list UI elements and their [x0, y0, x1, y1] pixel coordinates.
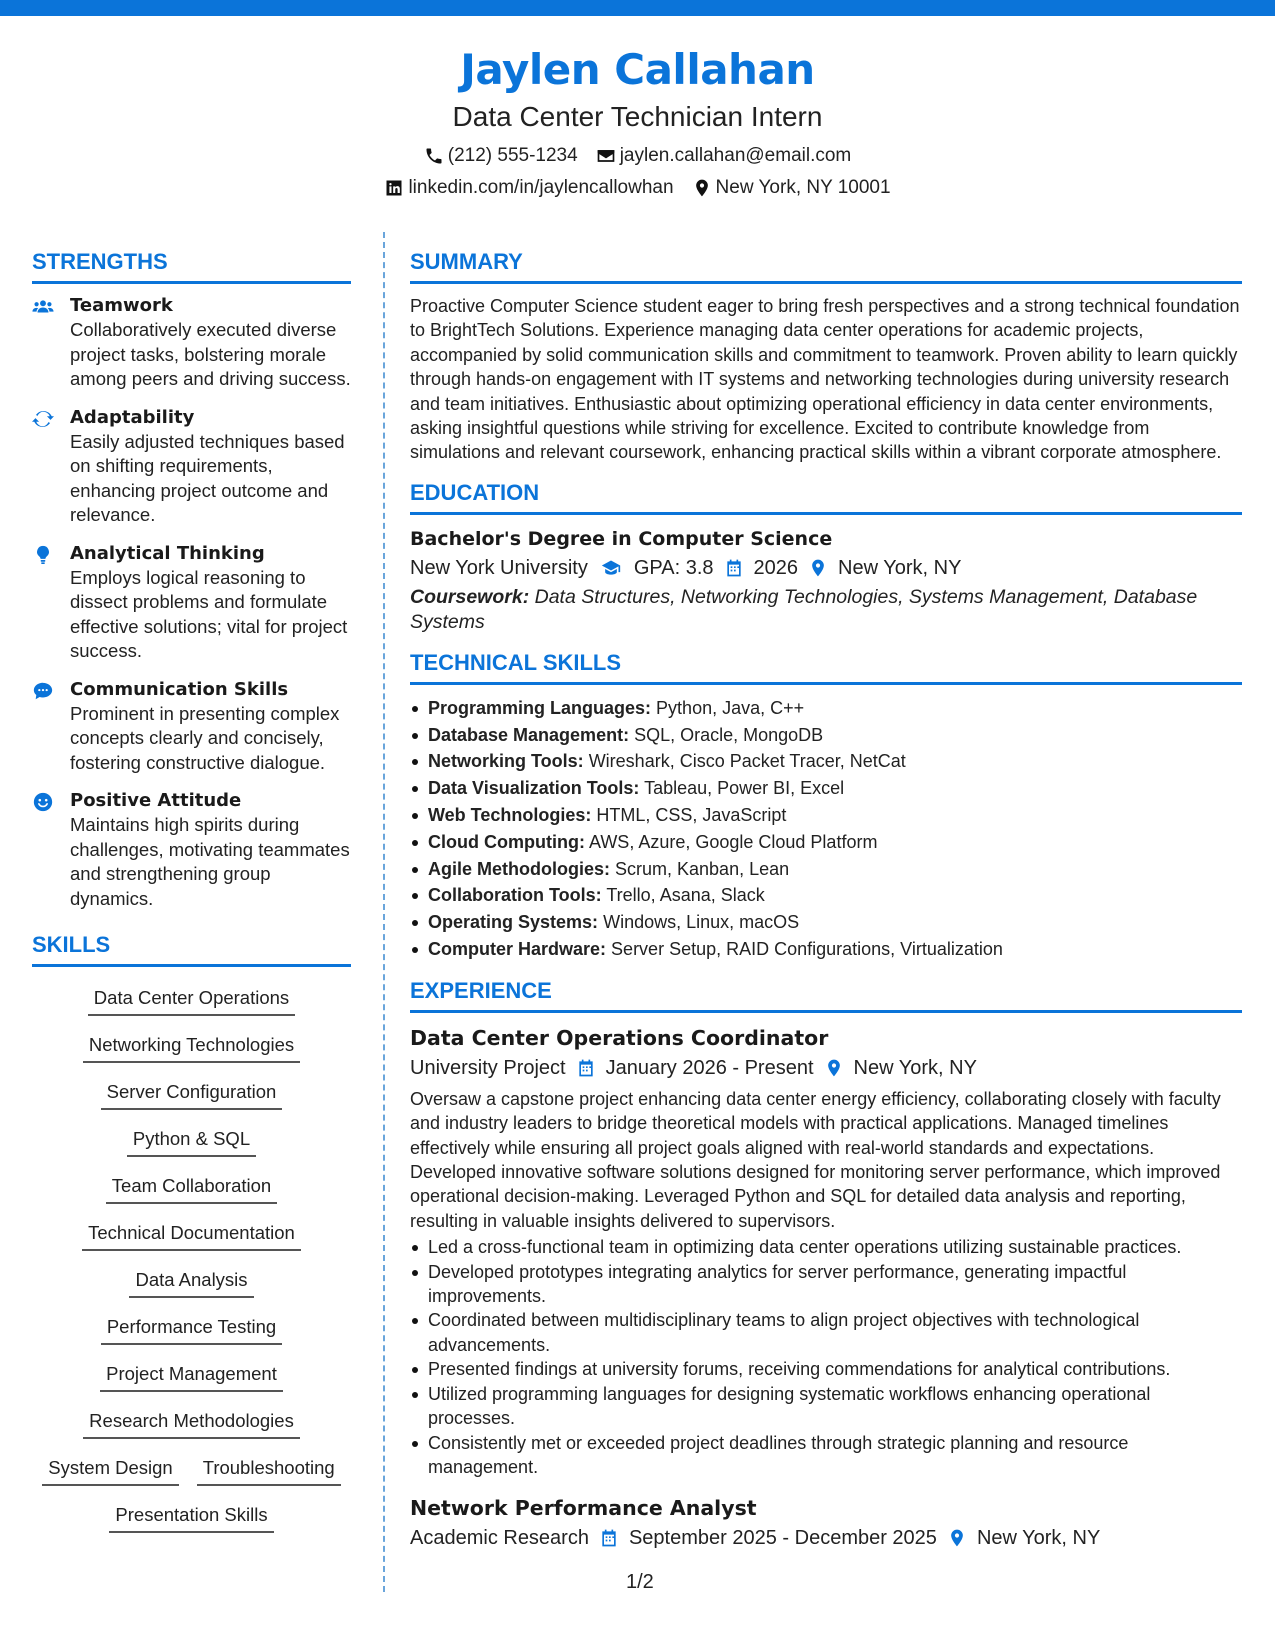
list-item — [410, 829, 1242, 856]
list-item: Consistently met or exceeded project deadlines through strategic planning and resource management. — [410, 1431, 1242, 1480]
skill-row — [32, 1355, 351, 1402]
skills-tags — [32, 977, 351, 1545]
strength-item — [32, 294, 351, 392]
skill-tag: Troubleshooting — [197, 1456, 341, 1486]
skill-tag: Performance Testing — [101, 1315, 282, 1345]
strength-desc: Maintains high spirits during challenges, motivating teammates and strengthening group dynamics. — [70, 814, 350, 909]
smile-icon — [32, 791, 54, 813]
map-pin-icon — [947, 1528, 967, 1548]
skill-tag: Presentation Skills — [109, 1503, 273, 1533]
skill-row — [32, 1261, 351, 1308]
list-item — [410, 722, 1242, 749]
skill-category: Programming Languages: — [428, 697, 652, 718]
summary-section — [410, 248, 1242, 465]
list-item — [410, 882, 1242, 909]
graduation-cap-icon — [598, 558, 624, 578]
skill-row — [32, 1214, 351, 1261]
skill-row — [32, 1167, 351, 1214]
list-item — [410, 802, 1242, 829]
envelope-icon — [596, 146, 616, 166]
list-item — [410, 856, 1242, 883]
linkedin-icon — [384, 178, 404, 198]
calendar-icon — [599, 1528, 619, 1548]
skill-tag: Server Configuration — [101, 1080, 283, 1110]
skill-tag: Team Collaboration — [106, 1174, 277, 1204]
job-dates-item — [576, 1053, 814, 1083]
contact-location — [692, 176, 891, 200]
sync-icon — [32, 408, 54, 430]
skill-tag: Research Methodologies — [83, 1409, 300, 1439]
skill-category: Networking Tools: — [428, 751, 584, 772]
contact-email[interactable] — [596, 144, 852, 168]
skill-row — [32, 1026, 351, 1073]
skill-row — [32, 1496, 351, 1543]
skill-category: Collaboration Tools: — [428, 885, 602, 906]
job-location: New York, NY — [976, 1527, 1101, 1550]
map-pin-icon — [808, 558, 828, 578]
list-item — [410, 936, 1242, 963]
strength-desc: Easily adjusted techniques based on shifting requirements, enhancing project outcome and relevance. — [70, 430, 345, 525]
gpa-item — [598, 553, 714, 583]
job-dates: January 2026 - Present — [605, 1056, 814, 1079]
list-item — [410, 909, 1242, 936]
page-number: 1/2 — [626, 1571, 654, 1593]
skill-values: Wireshark, Cisco Packet Tracer, NetCat — [588, 751, 906, 772]
list-item: Presented findings at university forums, receiving commendations for analytical contributions. — [410, 1357, 1242, 1381]
skill-tag: System Design — [42, 1456, 178, 1486]
education-section — [410, 479, 1242, 635]
contact-row-2 — [0, 176, 1275, 200]
edu-location: New York, NY — [838, 556, 962, 579]
skill-tag: Project Management — [100, 1362, 283, 1392]
skill-category: Cloud Computing: — [428, 831, 585, 852]
job-dates-item — [599, 1523, 937, 1553]
coursework-label: Coursework: — [410, 585, 530, 608]
skill-values: Scrum, Kanban, Lean — [615, 858, 790, 879]
strengths-heading: STRENGTHS — [32, 248, 351, 284]
list-item — [410, 775, 1242, 802]
skill-category: Database Management: — [428, 724, 630, 745]
summary-heading: SUMMARY — [410, 248, 1242, 284]
gpa-text: GPA: 3.8 — [633, 556, 714, 579]
left-column — [32, 248, 351, 1545]
column-divider — [383, 232, 385, 1592]
job-description: Oversaw a capstone project enhancing data center energy efficiency, collaborating closely with faculty and industry leaders to bridge theoretical models with practical applications. Managed timelines effectively while ensuring all project goals aligned with real-world standards and expectations. Developed innovative software solutions designed for monitoring server performance, which improved operational decision-making. Leveraged Python and SQL for detailed data analysis and reporting, resulting in valuable insights delivered to supervisors. — [410, 1088, 1221, 1231]
job-org: University Project — [410, 1056, 566, 1079]
skill-values: AWS, Azure, Google Cloud Platform — [588, 831, 878, 852]
job-location-item — [947, 1523, 1100, 1553]
list-item: Utilized programming languages for designing systematic workflows enhancing operational processes. — [410, 1382, 1242, 1431]
job-location-item — [824, 1053, 977, 1083]
strength-name: Positive Attitude — [70, 790, 242, 811]
list-item: Developed prototypes integrating analytics for server performance, generating impactful improvements. — [410, 1260, 1242, 1309]
technical-skills-heading: TECHNICAL SKILLS — [410, 649, 1242, 685]
skill-row — [32, 1402, 351, 1449]
list-item: Coordinated between multidisciplinary teams to align project objectives with technological advancements. — [410, 1308, 1242, 1357]
candidate-name: Jaylen Callahan — [460, 45, 815, 94]
school-name: New York University — [410, 556, 588, 579]
job-entry — [410, 1023, 1242, 1480]
resume-header — [0, 42, 1275, 200]
coursework — [410, 585, 1242, 635]
job-location: New York, NY — [853, 1056, 977, 1079]
skill-category: Computer Hardware: — [428, 939, 607, 960]
skill-tag: Technical Documentation — [82, 1221, 301, 1251]
edu-location-item — [808, 553, 961, 583]
strength-item — [32, 406, 351, 528]
contact-phone — [424, 144, 578, 168]
strength-item — [32, 789, 351, 911]
job-meta — [410, 1053, 1242, 1083]
calendar-icon — [576, 1058, 596, 1078]
education-meta — [410, 553, 1242, 583]
skill-tag: Data Center Operations — [88, 986, 295, 1016]
job-title: Network Performance Analyst — [410, 1496, 757, 1521]
skill-values: Python, Java, C++ — [656, 697, 805, 718]
skill-values: SQL, Oracle, MongoDB — [634, 724, 824, 745]
skill-row — [32, 1308, 351, 1355]
strength-item — [32, 678, 351, 776]
summary-text: Proactive Computer Science student eager to bring fresh perspectives and a strong technical foundation to BrightTech Solutions. Experience managing data center operations for academic projects, accompanied by solid communication skills and commitment to teamwork. Proven ability to learn quickly through hands-on engagement with IT systems and networking technologies during university research and team initiatives. Enthusiastic about optimizing operational efficiency in data center environments, asking insightful questions while striving for excellence. Excited to contribute knowledge from simulations and relevant coursework, enhancing practical skills within a vibrant corporate atmosphere. — [410, 296, 1240, 463]
education-heading: EDUCATION — [410, 479, 1242, 515]
list-item: Led a cross-functional team in optimizing data center operations utilizing sustainable practices. — [410, 1235, 1242, 1259]
strength-name: Teamwork — [70, 295, 173, 316]
job-dates: September 2025 - December 2025 — [628, 1527, 937, 1550]
calendar-icon — [724, 558, 744, 578]
skill-category: Agile Methodologies: — [428, 858, 610, 879]
job-bullets — [410, 1235, 1242, 1479]
experience-section — [410, 977, 1242, 1554]
top-accent-bar — [0, 0, 1275, 16]
list-item — [410, 695, 1242, 722]
job-title: Data Center Operations Coordinator — [410, 1025, 829, 1050]
coursework-list: Data Structures, Networking Technologies, Systems Management, Database Systems — [410, 585, 1198, 633]
map-pin-icon — [692, 178, 712, 198]
skill-values: Windows, Linux, macOS — [603, 912, 800, 933]
list-item — [410, 748, 1242, 775]
skill-tag: Data Analysis — [129, 1268, 253, 1298]
strength-item — [32, 542, 351, 664]
skill-values: Trello, Asana, Slack — [606, 885, 765, 906]
job-org: Academic Research — [410, 1527, 589, 1550]
skill-category: Operating Systems: — [428, 912, 599, 933]
skill-tag: Python & SQL — [127, 1127, 256, 1157]
job-meta — [410, 1523, 1242, 1553]
strength-name: Communication Skills — [70, 678, 289, 700]
map-pin-icon — [824, 1058, 844, 1078]
phone-icon — [424, 146, 444, 166]
lightbulb-icon — [32, 544, 54, 566]
strength-name: Analytical Thinking — [70, 542, 265, 564]
technical-skills-list — [410, 695, 1242, 963]
skill-values: Tableau, Power BI, Excel — [644, 778, 845, 799]
skill-tag: Networking Technologies — [83, 1033, 300, 1063]
experience-heading: EXPERIENCE — [410, 977, 1242, 1013]
skill-category: Web Technologies: — [428, 805, 592, 826]
strength-desc: Collaboratively executed diverse project tasks, bolstering morale among peers and driving success. — [70, 319, 351, 389]
strength-desc: Employs logical reasoning to dissect problems and formulate effective solutions; vital for project success. — [70, 566, 348, 661]
technical-skills-section — [410, 649, 1242, 963]
contact-linkedin[interactable] — [384, 176, 673, 200]
strength-name: Adaptability — [70, 406, 195, 428]
location-text: New York, NY 10001 — [715, 177, 891, 198]
email-text: jaylen.callahan@email.com — [619, 145, 852, 166]
candidate-title: Data Center Technician Intern — [452, 101, 823, 132]
skill-values: Server Setup, RAID Configurations, Virtualization — [611, 939, 1003, 960]
skill-row — [32, 979, 351, 1026]
skills-heading: SKILLS — [32, 931, 351, 967]
contact-row-1 — [0, 144, 1275, 168]
job-entry — [410, 1493, 1242, 1553]
right-column — [410, 248, 1242, 1567]
linkedin-text: linkedin.com/in/jaylencallowhan — [408, 177, 674, 198]
skill-values: HTML, CSS, JavaScript — [596, 805, 787, 826]
skill-category: Data Visualization Tools: — [428, 778, 640, 799]
degree-title: Bachelor's Degree in Computer Science — [410, 527, 833, 550]
phone-text: (212) 555-1234 — [447, 145, 578, 166]
users-icon — [32, 296, 54, 318]
chat-icon — [32, 680, 54, 702]
graduation-year: 2026 — [753, 556, 799, 579]
year-item — [724, 553, 799, 583]
strength-desc: Prominent in presenting complex concepts clearly and concisely, fostering constructive dialogue. — [70, 702, 340, 773]
